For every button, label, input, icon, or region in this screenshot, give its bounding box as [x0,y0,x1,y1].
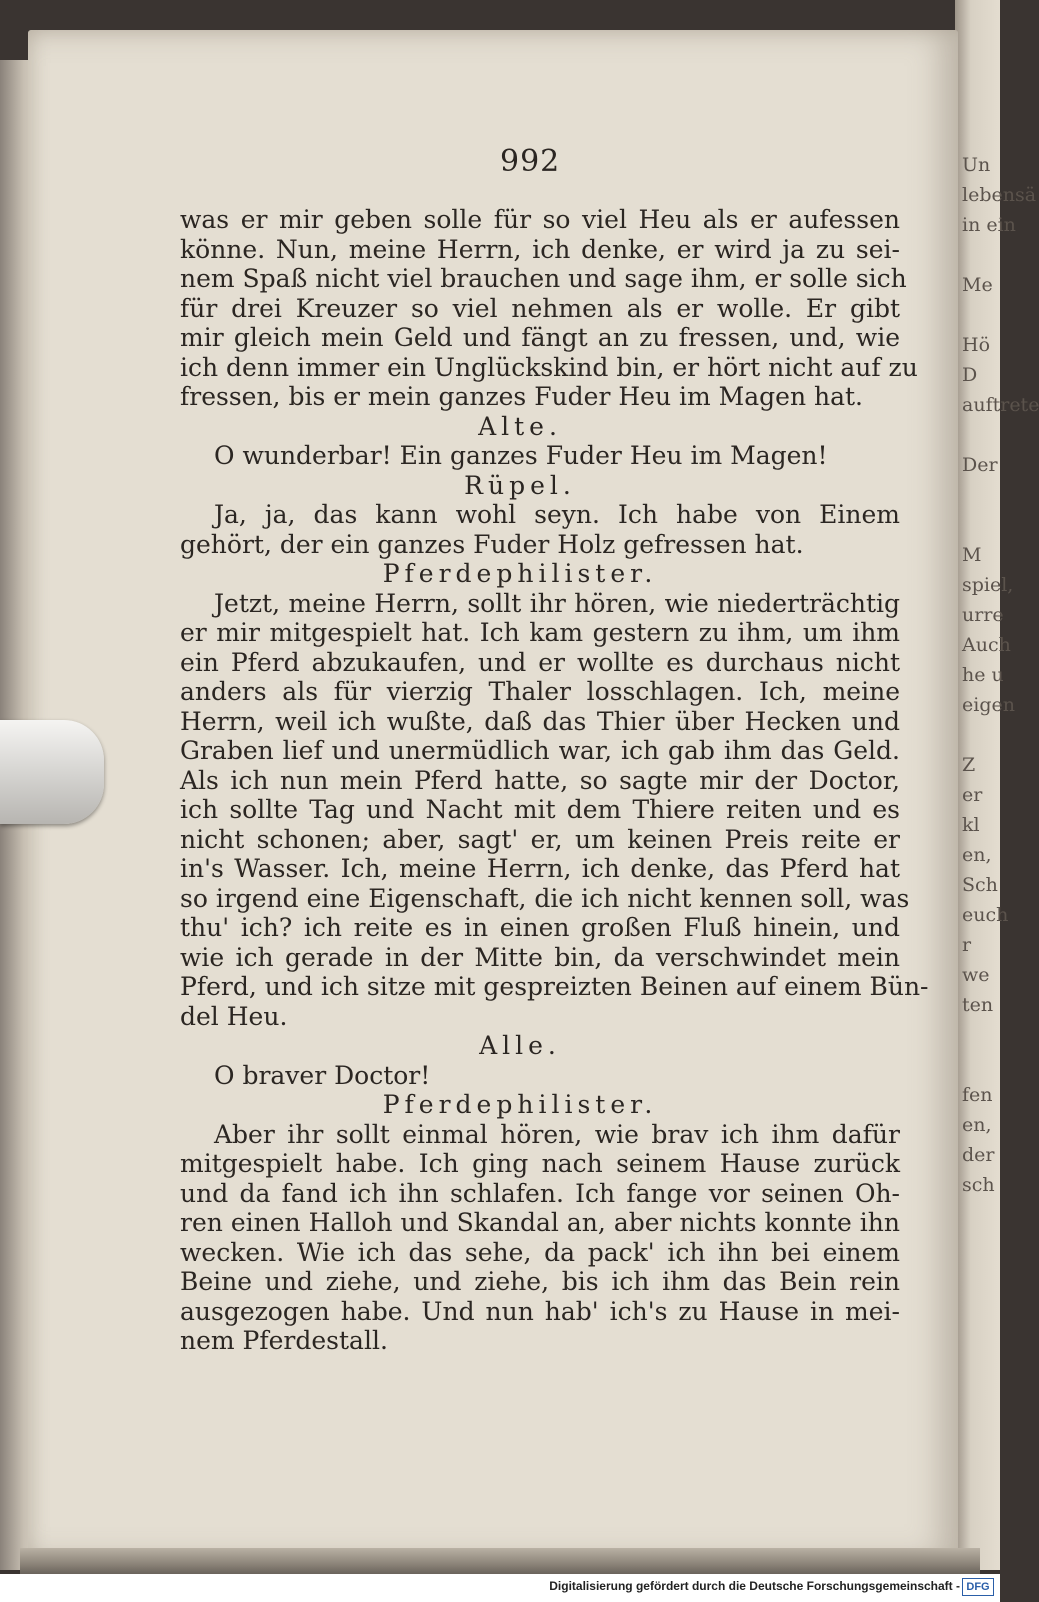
speaker-name: Rüpel. [464,470,576,500]
text-line: thu' ich? ich reite es in einen großen Fluß hinein, und [180,913,900,942]
text-line: Ja, ja, das kann wohl seyn. Ich habe von Einem [214,500,900,529]
text-line: mitgespielt habe. Ich ging nach seinem Hause zurück [180,1149,900,1178]
page-clip [0,720,104,824]
dfg-logo: DFG [962,1578,994,1596]
text-line: ein Pferd abzukaufen, und er wollte es durchaus nicht [180,647,900,677]
speaker-name: Alle. [479,1031,561,1060]
text-line: O braver Doctor! [214,1060,431,1090]
text-line: ren einen Halloh und Skandal an, aber nichts konnte ihn [180,1208,900,1237]
text-line: Als ich nun mein Pferd hatte, so sagte mir der Doctor, [180,765,900,795]
text-line: mir gleich mein Geld und fängt an zu fressen, und, wie [180,323,900,352]
page-body-text [180,205,929,1356]
text-line: O wunderbar! Ein ganzes Fuder Heu im Magen! [214,441,828,470]
text-line: gehört, der ein ganzes Fuder Holz gefressen hat. [180,529,804,559]
text-line: del Heu. [180,1001,288,1031]
text-line: fressen, bis er mein ganzes Fuder Heu im Magen hat. [180,382,863,411]
text-line: Graben lief und unermüdlich war, ich gab ihm das Geld. [180,736,900,765]
text-line: Herrn, weil ich wußte, daß das Thier über Hecken und [180,706,900,736]
text-line: ich sollte Tag und Nacht mit dem Thiere reiten und es [180,795,900,824]
footer-credit: Digitalisierung gefördert durch die Deutsche Forschungsgemeinschaft - [549,1579,960,1593]
text-line: ausgezogen habe. Und nun hab' ich's zu Hause in mei- [180,1296,900,1326]
text-line: nicht schonen; aber, sagt' er, um keinen Preis reite er [180,824,900,854]
facing-page-text: Un lebensä in ein Me Hö D auftrete Der M spiel, urre Auch he u eigen Z er kl en, Sch euch r we ten fen en, der sch [962,154,1039,1196]
text-line: in's Wasser. Ich, meine Herrn, ich denke, das Pferd hat [180,854,900,883]
text-line: Beine und ziehe, und ziehe, bis ich ihm das Bein rein [180,1267,900,1296]
page-number: 992 [500,144,561,179]
speaker-name: Pferdephilister. [382,1090,658,1119]
text-line: Jetzt, meine Herrn, sollt ihr hören, wie niederträchtig [214,588,900,618]
text-line: wecken. Wie ich das sehe, da pack' ich ihn bei einem [180,1237,900,1267]
text-line: und da fand ich ihn schlafen. Ich fange vor seinen Oh- [180,1178,900,1208]
text-line: Aber ihr sollt einmal hören, wie brav ich ihm dafür [214,1119,900,1149]
text-line: könne. Nun, meine Herrn, ich denke, er wird ja zu sei- [180,234,900,264]
text-line: anders als für vierzig Thaler losschlagen. Ich, meine [180,677,900,706]
text-line: nem Pferdestall. [180,1326,388,1355]
text-line: was er mir geben solle für so viel Heu als er aufessen [180,205,900,234]
text-line: wie ich gerade in der Mitte bin, da verschwindet mein [180,942,900,972]
text-line: so irgend eine Eigenschaft, die ich nicht kennen soll, was [180,883,910,913]
text-line: Pferd, und ich sitze mit gespreizten Beinen auf einem Bün- [180,972,929,1001]
book-bottom-edge [20,1548,980,1574]
text-line: er mir mitgespielt hat. Ich kam gestern zu ihm, um ihm [180,618,900,647]
text-line: ich denn immer ein Unglückskind bin, er hört nicht auf zu [180,352,918,382]
text-line: für drei Kreuzer so viel nehmen als er wolle. Er gibt [180,293,900,323]
speaker-name: Alte. [478,411,562,441]
text-line: nem Spaß nicht viel brauchen und sage ihm, er solle sich [180,264,907,293]
speaker-name: Pferdephilister. [382,559,658,588]
